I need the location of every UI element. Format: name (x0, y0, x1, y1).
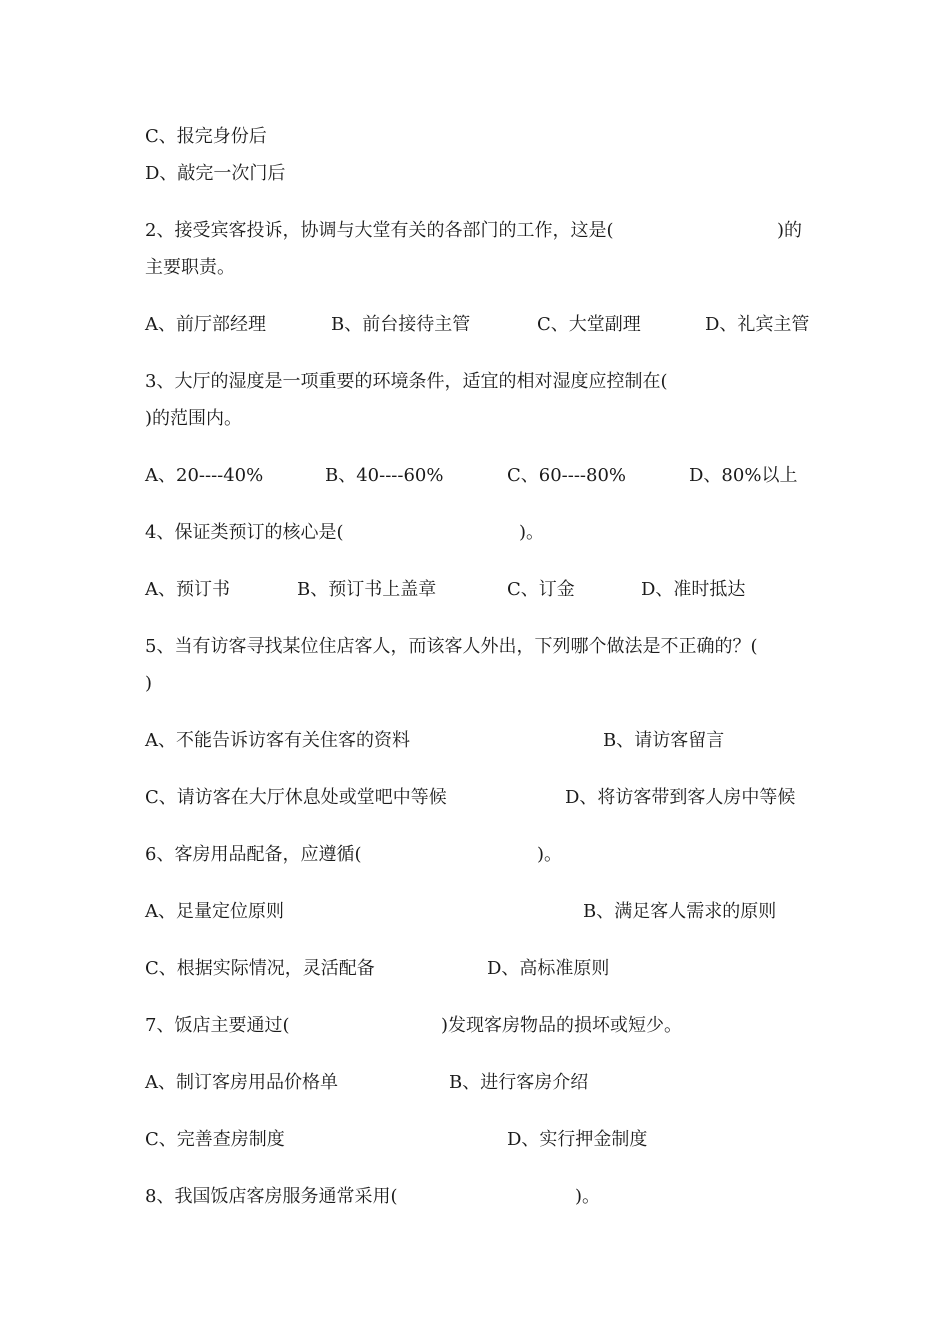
q2-blank-close: )的 (777, 220, 803, 241)
q7-option-d: D、实行押金制度 (507, 1129, 648, 1150)
q4-option-d: D、准时抵达 (641, 579, 746, 600)
q4-option-a: A、预订书 (145, 579, 230, 600)
q8-stem: 8、我国饭店客房服务通常采用( )。 (145, 1186, 601, 1207)
q7-blank-close: )发现客房物品的损坏或短少。 (441, 1015, 683, 1036)
q5-option-c: C、请访客在大厅休息处或堂吧中等候 (145, 787, 447, 808)
q7-option-a: A、制订客房用品价格单 (145, 1072, 338, 1093)
q4-blank-close: )。 (519, 522, 545, 543)
q6-option-b: B、满足客人需求的原则 (583, 901, 777, 922)
q5-option-b: B、请访客留言 (603, 730, 725, 751)
q3-option-d: D、80%以上 (689, 465, 798, 486)
q2-option-a: A、前厅部经理 (145, 314, 266, 335)
q2-option-d: D、礼宾主管 (705, 314, 810, 335)
q7-option-c: C、完善查房制度 (145, 1129, 285, 1150)
q6-option-a: A、足量定位原则 (145, 901, 284, 922)
q7-option-b: B、进行客房介绍 (449, 1072, 589, 1093)
q3-option-c: C、60----80% (507, 465, 627, 486)
q4-stem: 4、保证类预订的核心是( )。 (145, 522, 545, 543)
q3-option-a: A、20----40% (145, 465, 264, 486)
q2-option-b: B、前台接待主管 (331, 314, 471, 335)
q2-stem-line1: 2、接受宾客投诉，协调与大堂有关的各部门的工作，这是( )的 (145, 220, 803, 241)
q6-option-c: C、根据实际情况，灵活配备 (145, 958, 375, 979)
q6-option-d: D、高标准原则 (487, 958, 610, 979)
q7-stem: 7、饭店主要通过( )发现客房物品的损坏或短少。 (145, 1015, 683, 1036)
q4-option-b: B、预订书上盖章 (297, 579, 437, 600)
q2-option-c: C、大堂副理 (537, 314, 641, 335)
q5-option-d: D、将访客带到客人房中等候 (565, 787, 796, 808)
q6-stem: 6、客房用品配备，应遵循( )。 (145, 844, 563, 865)
q5-option-a: A、不能告诉访客有关住客的资料 (145, 730, 410, 751)
q6-blank-close: )。 (537, 844, 563, 865)
q4-option-c: C、订金 (507, 579, 575, 600)
q3-option-b: B、40----60% (325, 465, 444, 486)
q8-blank-close: )。 (575, 1186, 601, 1207)
